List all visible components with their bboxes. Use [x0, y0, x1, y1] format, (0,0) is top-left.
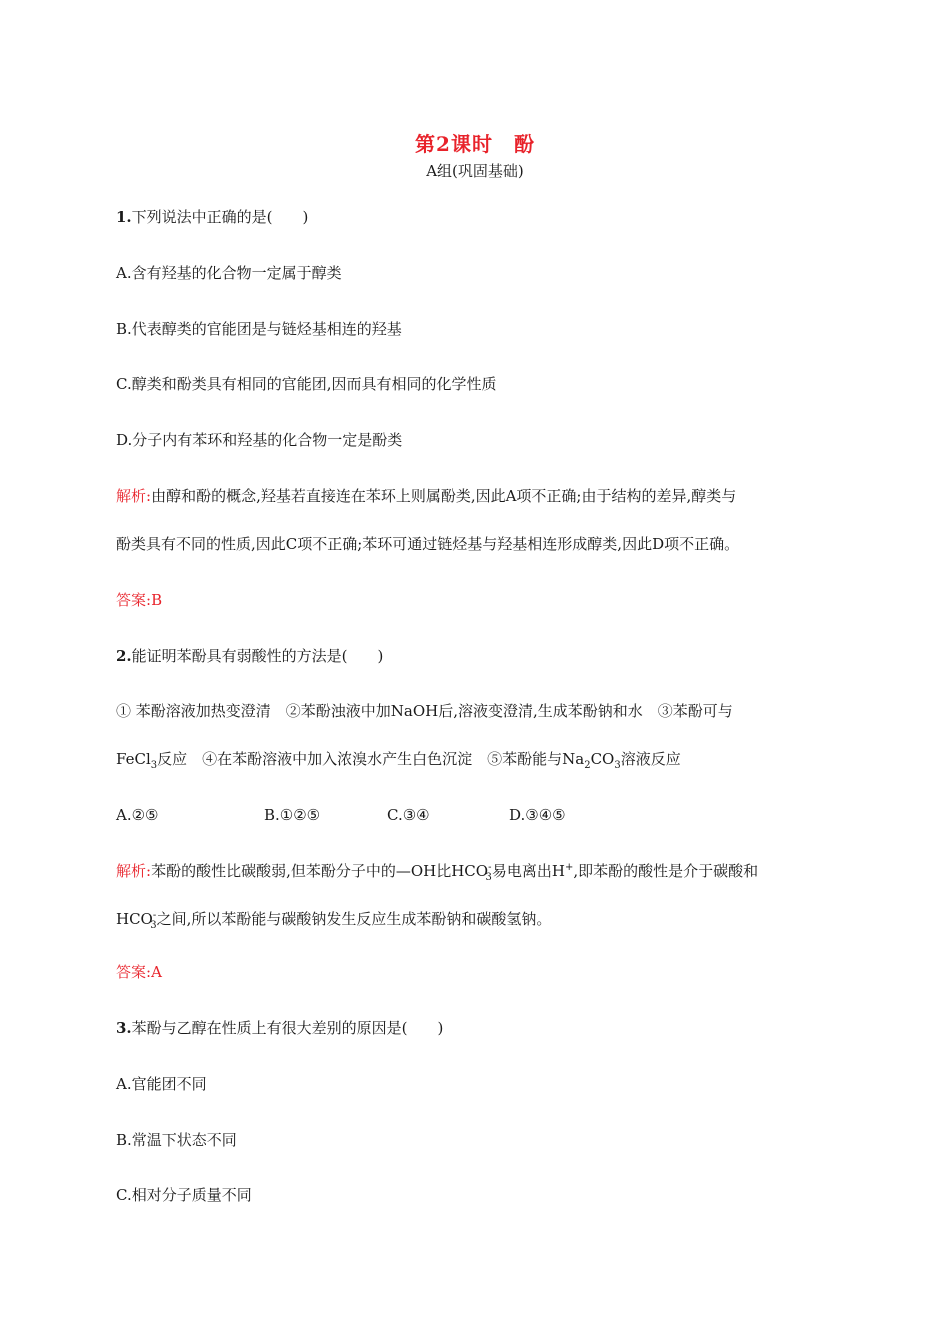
- question-1-number: 1.: [116, 208, 132, 226]
- question-2-answer-label: 答案:: [116, 963, 152, 981]
- question-2-option-b: B.①②⑤: [264, 806, 321, 824]
- text-segment: HCO: [116, 910, 153, 928]
- question-3-option-a: A.官能团不同: [116, 1075, 207, 1093]
- subscript: 3: [150, 920, 157, 931]
- question-2-statements-line-2: [116, 748, 681, 777]
- question-1-option-b: B.代表醇类的官能团是与链烃基相连的羟基: [116, 320, 402, 338]
- question-2-stem: 能证明苯酚具有弱酸性的方法是( ): [131, 647, 384, 665]
- question-2-answer-value: A: [151, 963, 162, 981]
- question-1-answer-label: 答案:: [116, 591, 152, 609]
- question-1-option-d: D.分子内有苯环和羟基的化合物一定是酚类: [116, 431, 403, 449]
- question-2-option-c: C.③④: [387, 806, 430, 824]
- question-2: [116, 645, 383, 667]
- charge: -: [152, 910, 157, 921]
- question-2-analysis-line-2: [116, 905, 551, 937]
- question-2-option-a: A.②⑤: [116, 806, 159, 824]
- text-segment: ,即苯酚的酸性是介于碳酸和: [573, 862, 759, 880]
- question-3: [116, 1017, 443, 1039]
- subscript: 2: [584, 760, 591, 771]
- question-1-analysis-label: 解析:: [116, 487, 152, 505]
- question-1-answer-value: B: [151, 591, 163, 609]
- question-2-statements-line-1: ① 苯酚溶液加热变澄清 ②苯酚浊液中加NaOH后,溶液变澄清,生成苯酚钠和水 ③苯酚可与: [116, 702, 733, 720]
- question-1-stem: 下列说法中正确的是( ): [131, 208, 309, 226]
- question-2-option-d: D.③④⑤: [509, 806, 566, 824]
- question-3-option-b: B.常温下状态不同: [116, 1131, 237, 1149]
- text-segment: 反应 ④在苯酚溶液中加入浓溴水产生白色沉淀 ⑤苯酚能与Na: [157, 750, 585, 768]
- question-2-analysis-line-1: [116, 857, 758, 889]
- question-1-option-a: A.含有羟基的化合物一定属于醇类: [116, 264, 342, 282]
- charge: -: [488, 862, 492, 873]
- superscript: +: [564, 862, 574, 873]
- text-segment: 溶液反应: [620, 750, 681, 768]
- question-2-answer: [116, 961, 162, 983]
- ion-charge: [485, 857, 492, 889]
- subscript: 3: [485, 872, 492, 883]
- question-2-number: 2.: [116, 647, 132, 665]
- text-segment: 苯酚的酸性比碳酸弱,但苯酚分子中的—OH比HCO: [151, 862, 489, 880]
- question-1-analysis-text-1: 由醇和酚的概念,羟基若直接连在苯环上则属酚类,因此A项不正确;由于结构的差异,醇类与: [151, 487, 737, 505]
- page-subtitle: A组(巩固基础): [426, 162, 524, 180]
- question-1-option-c: C.醇类和酚类具有相同的官能团,因而具有相同的化学性质: [116, 375, 497, 393]
- question-2-analysis-label: 解析:: [116, 862, 152, 880]
- text-fecl: FeCl: [116, 750, 151, 768]
- text-segment: 之间,所以苯酚能与碳酸钠发生反应生成苯酚钠和碳酸氢钠。: [156, 910, 552, 928]
- text-segment: 易电离出H: [491, 862, 565, 880]
- subscript: 3: [614, 760, 621, 771]
- page-title: 第2课时 酚: [415, 132, 535, 156]
- question-1-analysis-line-1: [116, 485, 736, 507]
- question-3-option-c: C.相对分子质量不同: [116, 1186, 252, 1204]
- subscript: 3: [150, 760, 158, 771]
- question-3-number: 3.: [116, 1019, 132, 1037]
- text-segment: CO: [590, 750, 615, 768]
- question-1-answer: [116, 589, 162, 611]
- question-1: [116, 206, 308, 228]
- ion-charge: [150, 905, 157, 937]
- question-1-analysis-line-2: 酚类具有不同的性质,因此C项不正确;苯环可通过链烃基与羟基相连形成醇类,因此D项不正确。: [116, 535, 740, 553]
- question-3-stem: 苯酚与乙醇在性质上有很大差别的原因是( ): [131, 1019, 444, 1037]
